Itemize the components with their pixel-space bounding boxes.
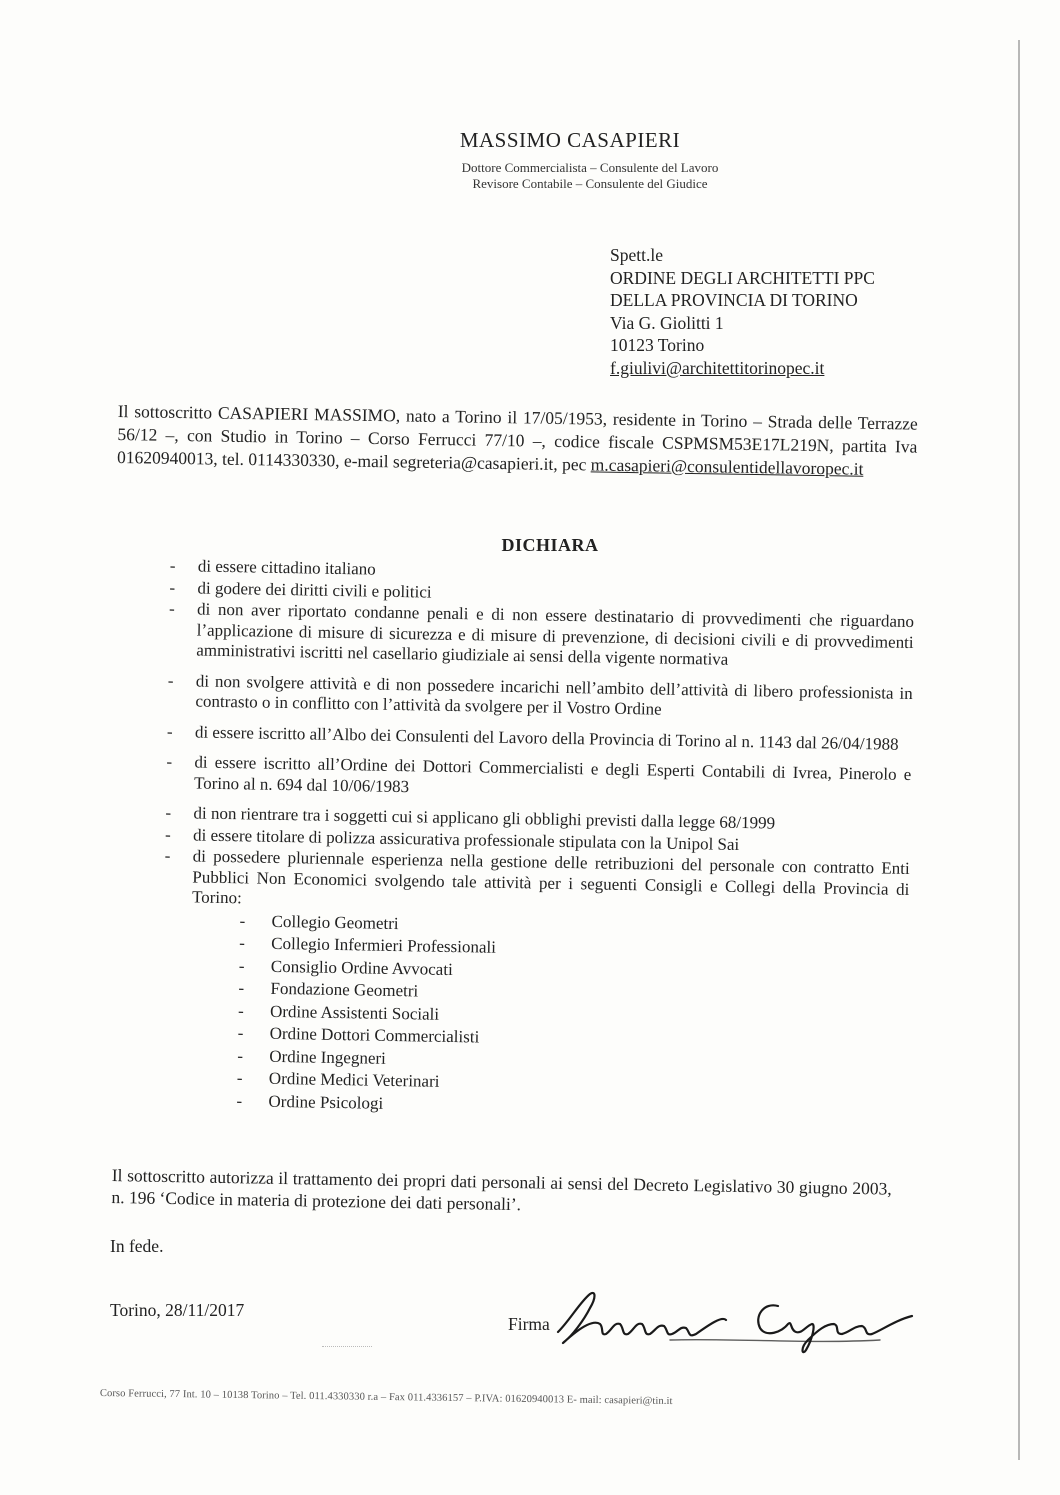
body-list-item: - Collegio Infermieri Professionali bbox=[239, 933, 908, 965]
declaration-item: - di godere dei diritti civili e politici bbox=[169, 577, 914, 610]
letterhead-footer: Corso Ferrucci, 77 Int. 10 – 10138 Torino – Tel. 011.4330330 r.a – Fax 011.4336157 – P.IVA: 01620940013 E- mail: casapieri@tin.it bbox=[99, 1388, 673, 1407]
body-list-item: - Collegio Geometri bbox=[239, 911, 908, 943]
place-and-date: Torino, 28/11/2017 bbox=[110, 1300, 245, 1320]
body-list-item: - Fondazione Geometri bbox=[238, 978, 907, 1010]
declaration-item: - di essere iscritto all’Albo dei Consulenti del Lavoro della Provincia di Torino al n. 1143 dal 26/04/1988 bbox=[167, 721, 912, 754]
declaration-item: - di non rientrare tra i soggetti cui si applicano gli obblighi previsti dalla legge 68/1999 bbox=[165, 803, 910, 836]
recipient-address: Via G. Giolitti 1 bbox=[610, 312, 724, 333]
declaration-item-with-bodies bbox=[160, 846, 909, 1123]
signature-label: Firma bbox=[508, 1314, 550, 1334]
scan-speck bbox=[322, 1346, 372, 1348]
declaration-item: - di essere iscritto all’Ordine dei Dottori Commercialisti e degli Esperti Contabili di Ivrea, Pinerolo e Torino al n. 694 dal 10/06/1983 bbox=[166, 752, 912, 806]
declaration-item: - di non aver riportato condanne penali e di non essere destinatario di provvedimenti che riguardano l’applicazione di misure di sicurezza e di misure di prevenzione, di decisioni civili e di provvedimenti amministrativi iscritti nel casellario giudiziale ai sensi della vigente normativa bbox=[168, 599, 914, 673]
body-list-item: - Consiglio Ordine Avvocati bbox=[239, 956, 908, 988]
body-list-item: - Ordine Psicologi bbox=[236, 1091, 905, 1123]
declaration-item: - di essere titolare di polizza assicurativa professionale stipulata con la Unipol Sai bbox=[165, 824, 910, 857]
closing-line: In fede. bbox=[110, 1236, 164, 1256]
recipient-line2: DELLA PROVINCIA DI TORINO bbox=[610, 290, 858, 310]
letterhead-title-line2: Revisore Contabile – Consulente del Giudice bbox=[472, 176, 708, 191]
body-list-item: - Ordine Assistenti Sociali bbox=[238, 1001, 907, 1033]
declaration-item: - di non svolgere attività e di non possedere incarichi nell’ambito dell’attività di libero professionista in contrasto o in conflitto con l’attività da svolgere per il Vostro Ordine bbox=[167, 670, 913, 724]
body-list-item: - Ordine Ingegneri bbox=[237, 1046, 906, 1078]
recipient-salutation: Spett.le bbox=[610, 245, 663, 265]
privacy-consent-paragraph: Il sottoscritto autorizza il trattamento dei propri dati personali ai sensi del Decreto Legislativo 30 giugno 2003, n. 196 ‘Codice in materia di protezione dei dati personali’. bbox=[111, 1164, 892, 1215]
letterhead-name: MASSIMO CASAPIERI bbox=[459, 128, 681, 152]
declaration-list bbox=[160, 556, 915, 1125]
body-list-item: - Ordine Medici Veterinari bbox=[237, 1068, 906, 1100]
intro-pec-address: m.casapieri@consulentidellavoropec.it bbox=[590, 454, 864, 479]
intro-paragraph bbox=[117, 400, 918, 482]
recipient-line1: ORDINE DEGLI ARCHITETTI PPC bbox=[610, 267, 875, 288]
dichiara-heading: DICHIARA bbox=[501, 535, 599, 555]
handwritten-signature bbox=[550, 1280, 920, 1360]
bodies-list bbox=[188, 910, 908, 1123]
letterhead-title-line1: Dottore Commercialista – Consulente del Lavoro bbox=[461, 160, 719, 175]
scan-edge-line bbox=[1018, 40, 1020, 1460]
declaration-item-text: di possedere pluriennale esperienza nella gestione delle retribuzioni del personale con contratto Enti Pubblici Non Economici svolgendo tale attività per i seguenti Consigli e Collegi della Provincia di Torino: bbox=[191, 846, 910, 908]
recipient-email: f.giulivi@architettitorinopec.it bbox=[610, 357, 825, 378]
recipient-address-block bbox=[610, 244, 875, 379]
intro-text: Il sottoscritto CASAPIERI MASSIMO, nato a Torino il 17/05/1953, residente in Torino – Strada delle Terrazze 56/12 –, con Studio in Torino – Corso Ferrucci 77/10 –, codice fiscale CSPMSM53E17L219N, partita Iva 01620940013, tel. 0114330330, e-mail segreteria@casapieri.it, pec bbox=[116, 400, 918, 475]
recipient-city: 10123 Torino bbox=[610, 335, 705, 355]
declaration-item: - di essere cittadino italiano bbox=[170, 556, 915, 589]
body-list-item: - Ordine Dottori Commercialisti bbox=[237, 1023, 906, 1055]
